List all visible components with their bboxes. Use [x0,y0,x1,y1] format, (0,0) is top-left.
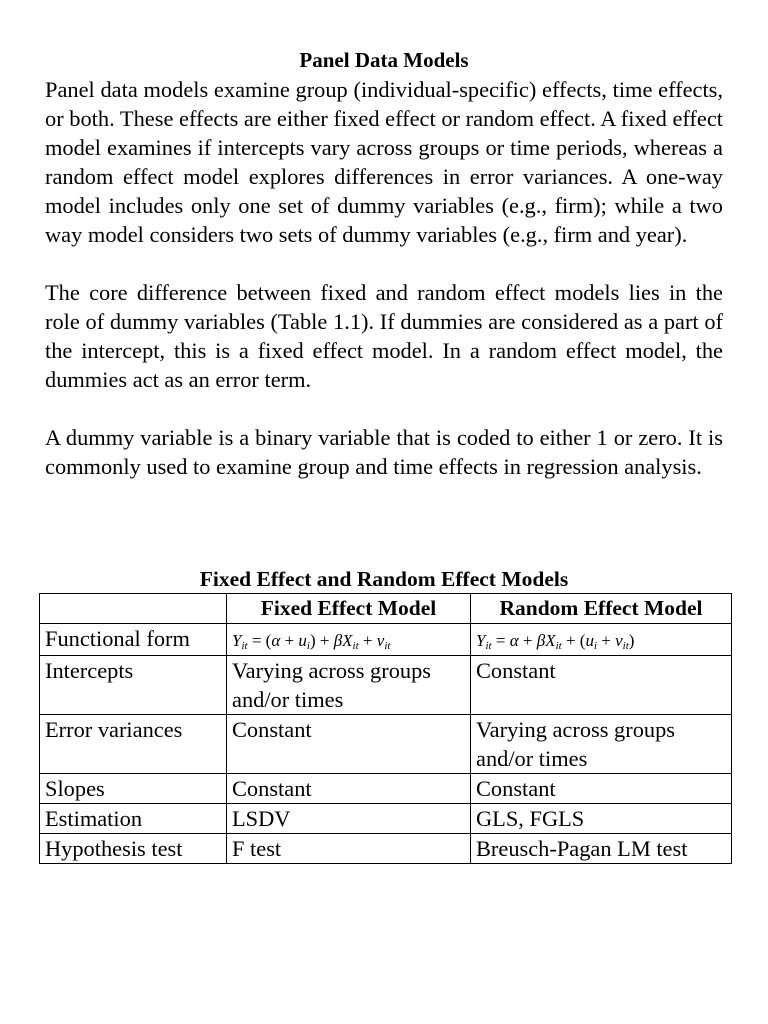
row-label: Error variances [40,715,227,774]
fixed-effect-cell: Constant [227,774,471,804]
fixed-effect-cell: Varying across groups and/or times [227,656,471,715]
random-effect-cell: GLS, FGLS [471,804,732,834]
row-label: Intercepts [40,656,227,715]
fixed-effect-cell: F test [227,834,471,864]
table-row-error-variances [40,715,732,774]
row-label: Hypothesis test [40,834,227,864]
row-label: Estimation [40,804,227,834]
row-label: Functional form [40,624,227,656]
fixed-effect-cell: Constant [227,715,471,774]
random-effect-cell: Constant [471,656,732,715]
fixed-effect-formula-text: $Y_{it} = (\alpha + u_i) + \beta X_{it} + v_{it}$ [232,631,391,652]
table-row-hypothesis-test [40,834,732,864]
table-row-intercepts [40,656,732,715]
table-row-slopes [40,774,732,804]
document-page [45,48,723,861]
random-effect-cell: Constant [471,774,732,804]
random-effect-formula [471,624,732,656]
table-row-estimation [40,804,732,834]
random-effect-cell: Varying across groups and/or times [471,715,732,774]
table-header-row [40,594,732,624]
paragraph-panel-models: Panel data models examine group (individual-specific) effects, time effects, or both. These effects are either fixed effect or random effect. A fixed effect model examines if intercepts vary across groups or time periods, whereas a random effect model explores differences in error variances. A one-way model includes only one set of dummy variables (e.g., firm); while a two way model considers two sets of dummy variables (e.g., firm and year). [45,77,723,247]
row-label: Slopes [40,774,227,804]
models-comparison-table [39,593,732,864]
header-empty-cell [40,594,227,624]
random-effect-cell: Breusch-Pagan LM test [471,834,732,864]
page-title: Panel Data Models [299,48,469,72]
random-effect-formula-text: $Y_{it} = \alpha + \beta X_{it} + (u_i + v_{it})$ [476,631,635,652]
fixed-effect-cell: LSDV [227,804,471,834]
fixed-effect-formula [227,624,471,656]
paragraph-dummy-variable: A dummy variable is a binary variable that is coded to either 1 or zero. It is commonly used to examine group and time effects in regression analysis. [45,425,723,479]
table-title: Fixed Effect and Random Effect Models [199,567,569,591]
table-row-functional-form [40,624,732,656]
paragraph-core-difference: The core difference between fixed and random effect models lies in the role of dummy variables (Table 1.1). If dummies are considered as a part of the intercept, this is a fixed effect model. In a random effect model, the dummies act as an error term. [45,280,723,392]
header-fixed-effect: Fixed Effect Model [227,594,471,624]
header-random-effect: Random Effect Model [471,594,732,624]
